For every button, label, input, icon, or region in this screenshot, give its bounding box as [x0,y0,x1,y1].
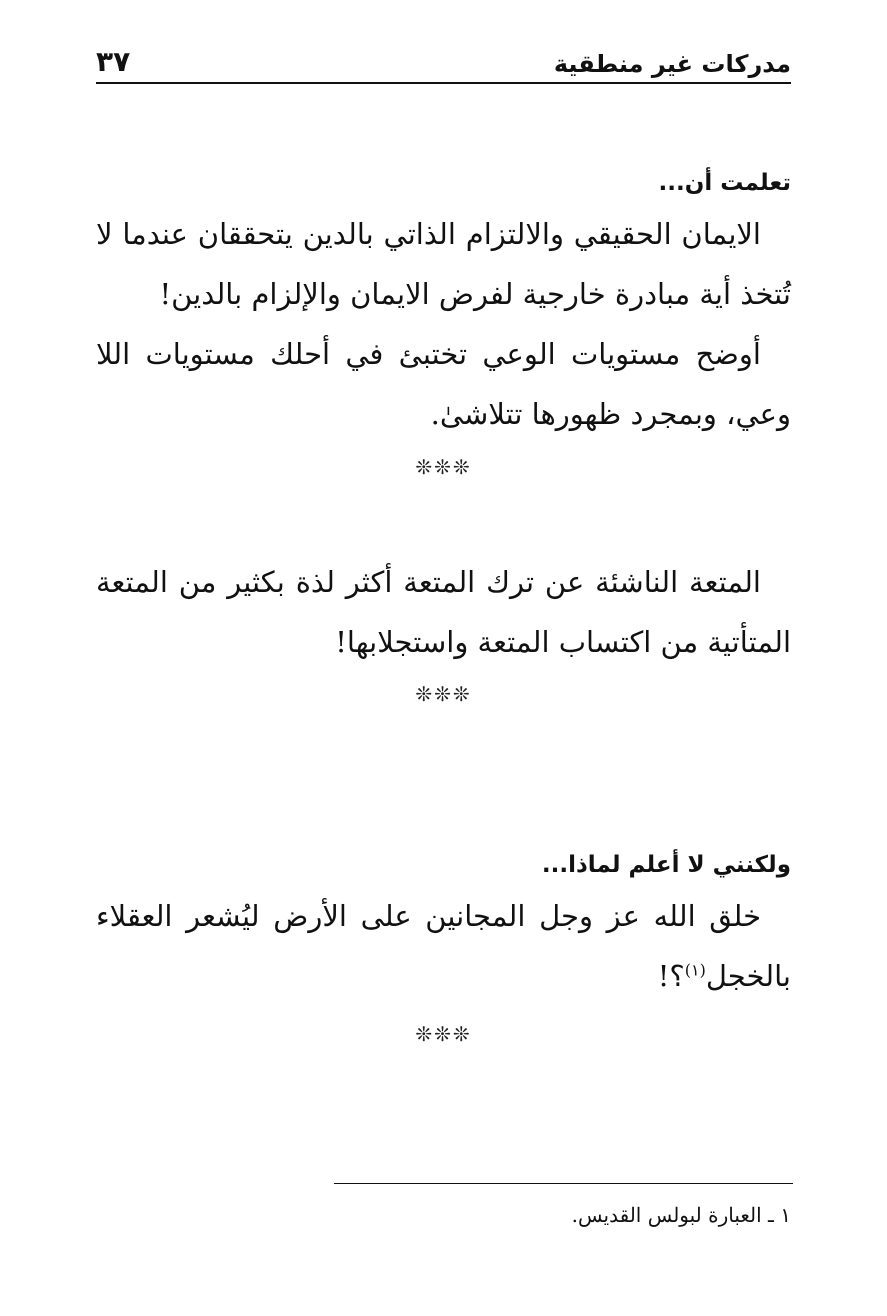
section-learned [96,170,791,444]
paragraph-text: خلق الله عز وجل المجانين على الأرض ليُشعر العقلاء بالخجل [96,899,791,993]
page-number: ٣٧ [96,45,131,78]
section-separator: ❊❊❊ [415,682,472,706]
footnote-divider [334,1183,793,1184]
footnote: ١ ـ العبارة لبولس القديس. [571,1203,791,1227]
section-dont-know [96,852,791,1006]
section-separator: ❊❊❊ [415,1022,472,1046]
section-heading: تعلمت أن... [658,170,791,196]
footnote-reference: (١) [684,960,706,980]
section-pleasure [96,552,791,672]
section-separator: ❊❊❊ [415,455,472,479]
paragraph: أوضح مستويات الوعي تختبئ في أحلك مستويات اللا وعي، وبمجرد ظهورها تتلاشىٰ. [96,337,791,431]
paragraph [96,886,791,1006]
paragraph-end: ؟! [657,959,685,993]
paragraph: المتعة الناشئة عن ترك المتعة أكثر لذة بكثير من المتعة المتأتية من اكتساب المتعة واستجلابها! [96,565,791,659]
running-title: مدركات غير منطقية [553,50,791,78]
paragraph: الايمان الحقيقي والالتزام الذاتي بالدين يتحققان عندما لا تُتخذ أية مبادرة خارجية لفرض الايمان والإلزام بالدين! [96,217,791,311]
section-heading: ولكنني لا أعلم لماذا... [541,852,791,878]
page-header [96,38,791,84]
